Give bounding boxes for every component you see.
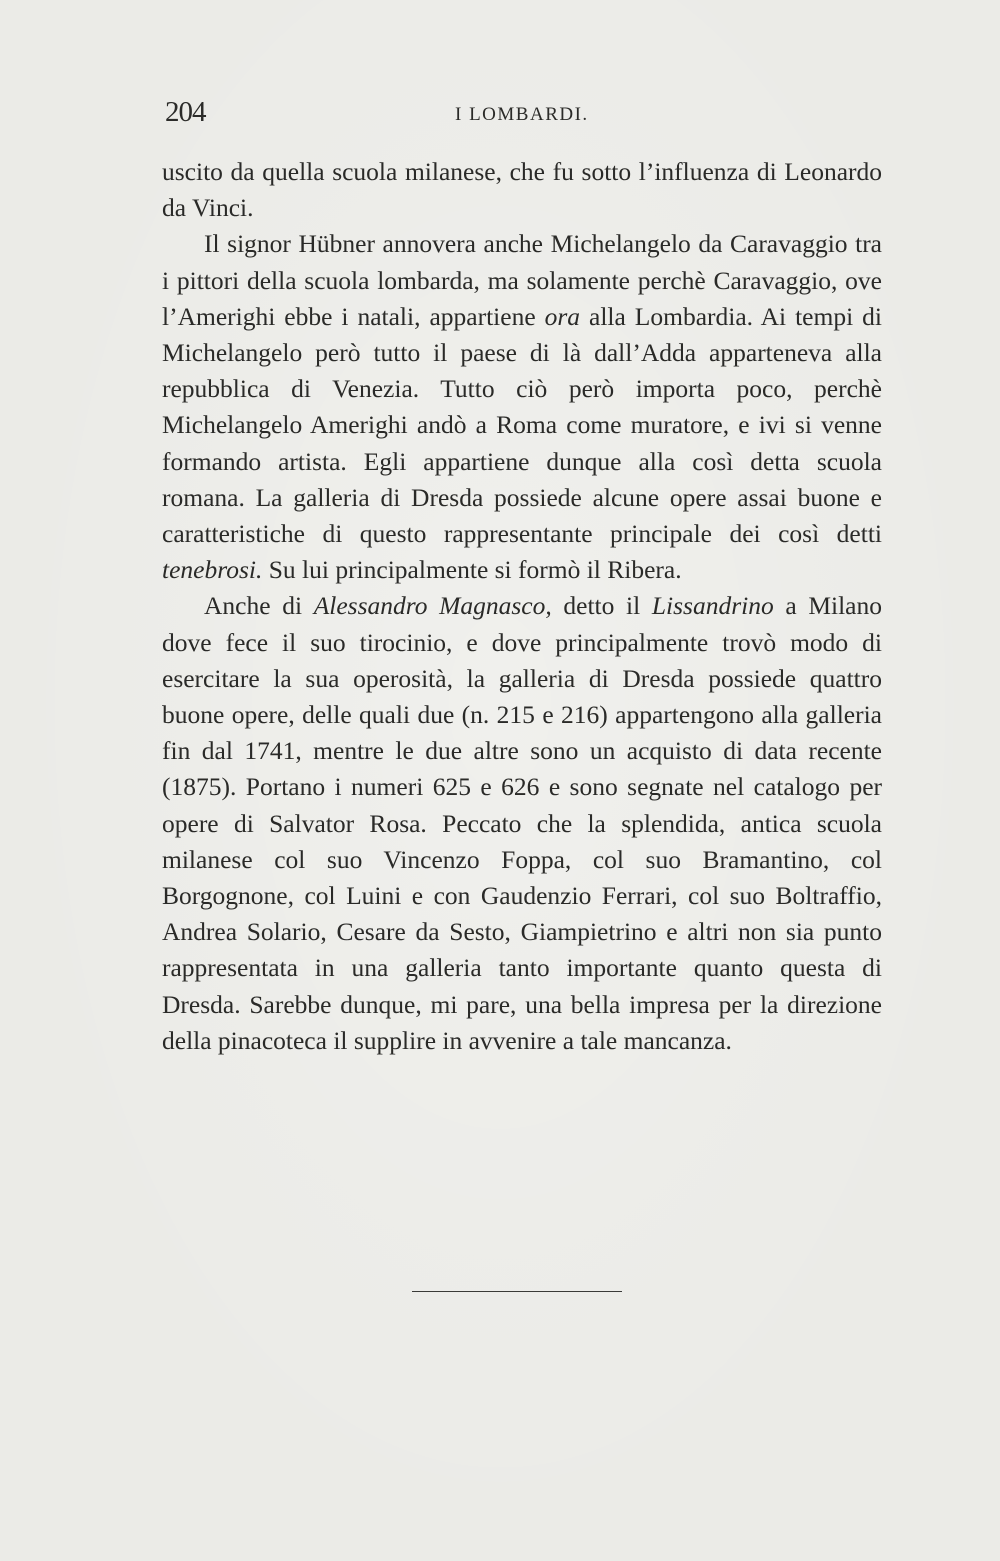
text-segment: a Milano dove fece il suo tirocinio, e dove principalmente trovò modo di esercitare la sua operosità, la galleria di Dresda possiede quattro buone opere, delle quali due (n. 215 e 216) appartengono alla galleria fin dal 1741, mentre le due altre sono un acquisto di data recente (1875). Portano i numeri 625 e 626 e sono segnate nel catalogo per opere di Salvator Rosa. Peccato che la splendida, antica scuola milanese col suo Vincenzo Foppa, col suo Bramantino, col Borgognone, col Luini e con Gaudenzio Ferrari, col suo Boltraffio, Andrea Solario, Cesare da Sesto, Giampietrino e altri non sia punto rappresentata in una galleria tanto importante quanto questa di Dresda. Sarebbe dunque, mi pare, una bella impresa per la direzione della pinacoteca il supplire in avvenire a tale mancanza.	[162, 591, 882, 1055]
section-end-rule	[412, 1291, 622, 1292]
page-header	[165, 96, 885, 136]
running-title: I LOMBARDI.	[455, 104, 589, 125]
paragraph-3	[162, 588, 882, 1059]
italic-text-segment: tenebrosi.	[162, 555, 263, 585]
text-segment: Il signor Hübner annovera anche Michelangelo da Caravaggio tra i pittori della scuola lombarda, ma solamente perchè Caravaggio, ove l’Amerighi ebbe i natali, appartiene	[162, 229, 882, 331]
page-number: 204	[165, 96, 206, 128]
italic-text-segment: Alessandro Magnasco,	[313, 591, 552, 621]
text-segment: Anche di	[204, 591, 314, 621]
paragraph-2	[162, 226, 882, 588]
text-segment: alla Lombardia. Ai tempi di Michelangelo però tutto il paese di là dall’Adda apparteneva alla repubblica di Venezia. Tutto ciò però importa poco, perchè Michelangelo Amerighi andò a Roma come muratore, e ivi si venne formando artista. Egli appartiene dunque alla così detta scuola romana. La galleria di Dresda possiede alcune opere assai buone e caratteristiche di questo rappresentante principale dei così detti	[162, 301, 882, 549]
paragraph-1	[162, 154, 882, 226]
italic-text-segment: ora	[544, 301, 581, 331]
text-segment: uscito da quella scuola milanese, che fu sotto l’influenza di Leonardo da Vinci.	[162, 157, 882, 223]
body-text	[162, 154, 882, 1059]
text-segment: detto il	[551, 591, 652, 621]
italic-text-segment: Lissandrino	[651, 591, 774, 621]
text-segment: Su lui principalmente si formò il Ribera.	[262, 555, 682, 585]
